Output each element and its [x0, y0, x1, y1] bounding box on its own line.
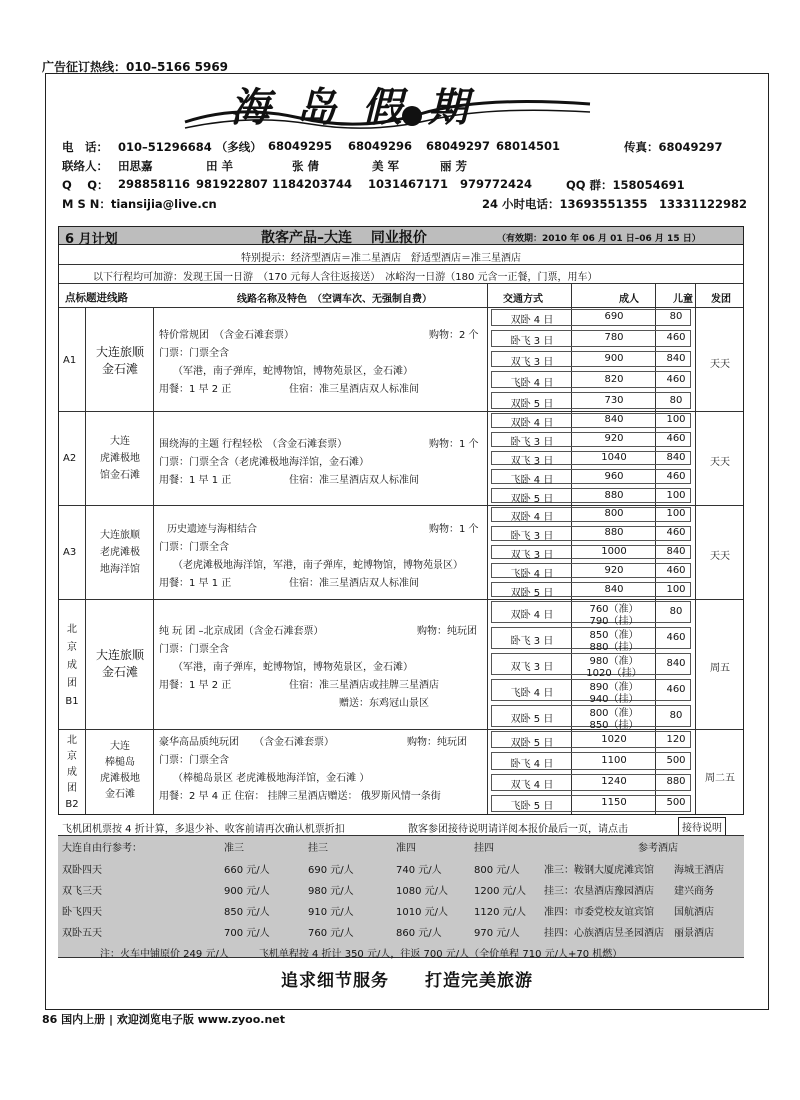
adult-price: 760（准）: [589, 604, 639, 615]
transport-mode: 双卧 4 日: [510, 512, 554, 524]
adult-price: 800: [604, 508, 624, 520]
route-meals: 用餐：1 早 2 正: [159, 384, 232, 395]
route-shopping: 购物：2 个: [429, 330, 479, 341]
reference-hotel: 准四：市委党校: [544, 907, 614, 918]
child-price: 460: [666, 332, 686, 344]
child-price: 460: [666, 373, 686, 385]
route-depart: 天天: [710, 359, 730, 370]
package-name: 双卧五天: [62, 928, 102, 939]
header-route-link[interactable]: 点标题进线路: [65, 292, 128, 304]
package-price: 660 元/人: [224, 865, 270, 876]
adult-price: 1240: [601, 776, 627, 788]
transport-mode: 飞卧 4 日: [510, 377, 554, 389]
adult-price: 880: [604, 489, 624, 501]
route-meals: 用餐：2 早 4 正 住宿： 挂牌三星酒店赠送： 俄罗斯风情一条街: [159, 791, 441, 802]
transport-mode: 卧飞 3 日: [510, 636, 554, 647]
adult-price: 840: [604, 414, 624, 426]
footnote: 注：火车中铺原价 249 元/人 飞机单程按 4 折计 350 元/人，往返 700 元/人（全价单程 710 元/人+70 机燃）: [100, 949, 623, 960]
reference-hotel: 昱圣园酒店: [614, 928, 664, 939]
brand-logo: [180, 84, 600, 136]
reference-hotel: 丽景酒店: [674, 928, 714, 939]
qq-number: 298858116: [118, 177, 191, 191]
route-id[interactable]: A1: [63, 355, 77, 366]
adult-price: 920: [604, 564, 624, 576]
child-price: 500: [666, 797, 686, 809]
adult-price: 1150: [601, 797, 627, 809]
package-name: 卧飞四天: [62, 907, 102, 918]
child-price: 840: [666, 546, 686, 557]
package-price: 980 元/人: [308, 886, 354, 897]
transport-mode: 双飞 4 日: [510, 780, 554, 792]
adult-price: 880（挂）: [589, 642, 639, 653]
package-price: 800 元/人: [474, 865, 520, 876]
route-desc: 豪华高品质纯玩团 （含金石滩套票）: [159, 737, 334, 748]
transport-mode: 双卧 4 日: [510, 610, 554, 621]
fax: 传真：68049297: [624, 140, 723, 154]
transport-mode: 双飞 3 日: [510, 550, 554, 561]
contact-person: 丽 芳: [440, 159, 468, 173]
route-id[interactable]: A2: [63, 453, 77, 464]
addon-tours: 以下行程均可加游：发现王国一日游 （170 元每人含往返接送） 冰峪沟一日游（180 元含一正餐，门票，用车）: [93, 272, 598, 283]
adult-price: 1020: [601, 733, 627, 745]
child-price: 100: [666, 583, 686, 595]
package-price: 910 元/人: [308, 907, 354, 918]
transport-mode: 双卧 5 日: [510, 714, 554, 725]
package-price: 700 元/人: [224, 928, 270, 939]
header-depart: 发团: [711, 294, 731, 305]
route-title[interactable]: 大连旅顺 金石滩: [95, 345, 144, 376]
adult-price: 980（准）: [589, 656, 639, 667]
child-price: 100: [666, 414, 686, 426]
phone-number-5: 68014501: [496, 139, 561, 153]
reception-info-button[interactable]: 接待说明: [678, 817, 726, 836]
adult-price: 1100: [601, 754, 627, 766]
transport-mode: 双卧 5 日: [510, 737, 554, 749]
qq-label: Q Q：: [62, 178, 109, 192]
hotline-24h: 24 小时电话：13693551355 13331122982: [482, 197, 748, 211]
reception-note: 散客参团接待说明请详阅本报价最后一页，请点击: [408, 824, 628, 835]
phone-number-4: 68049297: [426, 139, 491, 153]
route-meals: 用餐：1 早 1 正: [159, 578, 232, 589]
header-transport: 交通方式: [503, 294, 543, 305]
route-meals: 用餐：1 早 2 正: [159, 680, 232, 691]
child-price: 880: [666, 776, 686, 788]
route-shopping: 购物：纯玩团: [407, 737, 467, 748]
adult-price: 900: [604, 353, 624, 364]
child-price: 100: [666, 489, 686, 501]
transport-mode: 飞卧 4 日: [510, 474, 554, 486]
transport-mode: 双卧 4 日: [510, 315, 554, 327]
phone-number-3: 68049296: [348, 139, 413, 153]
child-price: 460: [666, 684, 686, 695]
route-shopping: 购物：1 个: [429, 439, 479, 450]
contact-person: 美 军: [372, 159, 400, 173]
package-price: 1120 元/人: [474, 907, 526, 918]
adult-price: 690: [604, 311, 624, 323]
child-price: 460: [666, 564, 686, 576]
child-price: 80: [669, 311, 683, 323]
transport-mode: 双卧 4 日: [510, 418, 554, 430]
adult-price: 800（准）: [589, 708, 639, 719]
route-tickets: 门票：门票全含: [159, 755, 229, 766]
route-stay: 住宿：准三星酒店双人标准间: [289, 475, 419, 486]
adult-price: 790（挂）: [589, 616, 639, 627]
special-tip: 特别提示：经济型酒店＝准二星酒店 舒适型酒店＝准三星酒店: [241, 253, 521, 264]
route-sites: （老虎滩极地海洋馆，军港，南子弹库，蛇博物馆，博物苑景区）: [173, 560, 463, 571]
route-sites: （军港，南子弹库，蛇博物馆，博物苑景区，金石滩）: [173, 662, 413, 673]
adult-price: 920: [604, 433, 624, 445]
transport-mode: 双飞 3 日: [510, 662, 554, 673]
qq-number: 979772424: [460, 177, 533, 191]
airfare-note: 飞机团机票按 4 折计算，多退少补、收客前请再次确认机票折扣: [62, 824, 345, 835]
route-shopping: 购物：纯玩团: [417, 626, 477, 637]
col-header: 准三: [224, 843, 244, 854]
phone-number-2: 68049295: [268, 139, 333, 153]
reference-hotel: 虎滩宾馆: [614, 865, 654, 876]
package-price: 690 元/人: [308, 865, 354, 876]
phone-label: 电 话：: [62, 140, 108, 154]
header-child: 儿童: [673, 294, 693, 305]
adult-price: 1000: [601, 546, 627, 557]
table-title: 散客产品–大连 同业报价: [261, 230, 427, 246]
route-sites: （棒槌岛景区 老虎滩极地海洋馆，金石滩 ）: [173, 773, 370, 784]
route-stay: 住宿：准三星酒店双人标准间: [289, 578, 419, 589]
adult-price: 730: [604, 394, 624, 406]
adult-price: 1040: [601, 452, 627, 463]
reference-hotel: 建兴商务: [674, 886, 714, 897]
col-header: 挂四: [474, 843, 494, 854]
validity-period: （有效期：2010 年 06 月 01 日–06 月 15 日）: [497, 234, 701, 244]
adult-price: 820: [604, 373, 624, 385]
package-price: 760 元/人: [308, 928, 354, 939]
package-price: 900 元/人: [224, 886, 270, 897]
child-price: 460: [666, 470, 686, 482]
qq-number: 981922807: [196, 177, 269, 191]
route-desc: 围绕海的主题 行程轻松 （含金石滩套票）: [159, 439, 348, 450]
package-price: 1200 元/人: [474, 886, 526, 897]
transport-mode: 飞卧 5 日: [510, 801, 554, 813]
reference-hotel: 挂四：心族酒店: [544, 928, 614, 939]
route-depart: 周五: [710, 663, 730, 674]
plan-month: 6 月计划: [65, 232, 118, 247]
route-id[interactable]: A3: [63, 547, 77, 558]
package-price: 740 元/人: [396, 865, 442, 876]
header-adult: 成人: [619, 294, 639, 305]
transport-mode: 卧飞 3 日: [510, 531, 554, 543]
child-price: 120: [666, 733, 686, 745]
child-price: 460: [666, 433, 686, 445]
route-tickets: 门票：门票全含: [159, 644, 229, 655]
route-stay: 住宿：准三星酒店双人标准间: [289, 384, 419, 395]
route-desc: 历史遗迹与海相结合: [167, 524, 257, 535]
route-tickets: 门票：门票全含: [159, 542, 229, 553]
price-table: [58, 226, 744, 815]
msn: M S N：tiansijia@live.cn: [62, 197, 217, 211]
route-title[interactable]: 大连 棒槌岛 虎滩极地 金石滩: [100, 741, 140, 800]
package-price: 860 元/人: [396, 928, 442, 939]
route-tickets: 门票：门票全含: [159, 348, 229, 359]
transport-mode: 卧飞 4 日: [510, 758, 554, 770]
transport-mode: 双卧 5 日: [510, 493, 554, 505]
package-price: 970 元/人: [474, 928, 520, 939]
transport-mode: 卧飞 3 日: [510, 336, 554, 348]
adult-price: 940（挂）: [589, 694, 639, 705]
reference-hotel: 豫园酒店: [614, 886, 654, 897]
transport-mode: 飞卧 4 日: [510, 568, 554, 580]
reference-hotel: 准三：鞍钢大厦: [544, 865, 614, 876]
contact-person: 田 羊: [206, 159, 234, 173]
adult-price: 850（挂）: [589, 720, 639, 731]
page-footer: 86 国内上册 | 欢迎浏览电子版 www.zyoo.net: [42, 1013, 286, 1026]
transport-mode: 双卧 5 日: [510, 587, 554, 599]
header-route-name: 线路名称及特色 （空调车次、无强制自费）: [237, 294, 432, 305]
free-travel-section: [58, 815, 744, 958]
transport-mode: 卧飞 3 日: [510, 437, 554, 449]
people-label: 联络人：: [62, 159, 108, 173]
ad-hotline: 广告征订热线：010–5166 5969: [42, 60, 229, 74]
reference-hotel: 挂三：农垦酒店: [544, 886, 614, 897]
route-title[interactable]: 大连旅顺 金石滩: [95, 648, 144, 679]
route-depart: 天天: [710, 551, 730, 562]
adult-price: 780: [604, 332, 624, 344]
child-price: 460: [666, 527, 686, 539]
col-header: 参考酒店: [638, 843, 678, 854]
package-price: 850 元/人: [224, 907, 270, 918]
adult-price: 1020（挂）: [586, 668, 642, 679]
child-price: 840: [666, 452, 686, 463]
contact-person: 张 倩: [292, 159, 320, 173]
route-side-label[interactable]: 北 京 成 团 B2: [65, 735, 79, 810]
route-desc: 特价常规团 （含金石滩套票）: [159, 330, 294, 341]
slogan: 追求细节服务 打造完美旅游: [281, 971, 533, 991]
child-price: 80: [669, 606, 683, 617]
transport-mode: 双飞 3 日: [510, 357, 554, 368]
route-sites: （军港，南子弹库，蛇博物馆，博物苑景区，金石滩）: [173, 366, 413, 377]
adult-price: 840: [604, 583, 624, 595]
adult-price: 880: [604, 527, 624, 539]
reference-hotel: 友谊宾馆: [614, 907, 654, 918]
col-header: 准四: [396, 843, 416, 854]
phone-number: 010–51296684 （多线）: [118, 140, 262, 154]
transport-mode: 飞卧 4 日: [510, 688, 554, 699]
child-price: 100: [666, 508, 686, 520]
route-stay: 住宿：准三星酒店或挂牌三星酒店: [289, 680, 439, 691]
contact-person: 田思嘉: [118, 159, 153, 173]
adult-price: 890（准）: [589, 682, 639, 693]
route-depart: 天天: [710, 457, 730, 468]
route-tickets: 门票：门票全含（老虎滩极地海洋馆，金石滩）: [159, 457, 369, 468]
free-travel-title: 大连自由行参考：: [62, 843, 142, 854]
package-name: 双飞三天: [62, 886, 102, 897]
route-desc: 纯 玩 团 –北京成团（含金石滩套票）: [159, 626, 324, 637]
col-header: 挂三: [308, 843, 328, 854]
route-depart: 周二五: [705, 773, 735, 784]
logo-text: 海岛假期: [230, 84, 494, 131]
child-price: 460: [666, 632, 686, 643]
route-meals: 用餐：1 早 1 正: [159, 475, 232, 486]
package-name: 双卧四天: [62, 865, 102, 876]
route-title[interactable]: 大连旅顺 老虎滩极 地海洋馆: [100, 530, 140, 575]
child-price: 80: [669, 710, 683, 721]
child-price: 840: [666, 353, 686, 364]
transport-mode: 双卧 5 日: [510, 398, 554, 410]
qq-group: QQ 群：158054691: [566, 178, 685, 192]
child-price: 80: [669, 394, 683, 406]
child-price: 500: [666, 754, 686, 766]
package-price: 1080 元/人: [396, 886, 448, 897]
route-title[interactable]: 大连 虎滩极地 馆金石滩: [100, 436, 140, 481]
adult-price: 960: [604, 470, 624, 482]
route-side-label[interactable]: 北 京 成 团 B1: [65, 624, 79, 707]
adult-price: 850（准）: [589, 630, 639, 641]
transport-mode: 双飞 3 日: [510, 456, 554, 467]
reference-hotel: 国航酒店: [674, 907, 714, 918]
qq-number: 1031467171: [368, 177, 449, 191]
package-price: 1010 元/人: [396, 907, 448, 918]
route-gift: 赠送：东鸡冠山景区: [339, 698, 429, 709]
child-price: 840: [666, 658, 686, 669]
reference-hotel: 海城王酒店: [674, 865, 724, 876]
qq-number: 1184203744: [272, 177, 353, 191]
route-shopping: 购物：1 个: [429, 524, 479, 535]
